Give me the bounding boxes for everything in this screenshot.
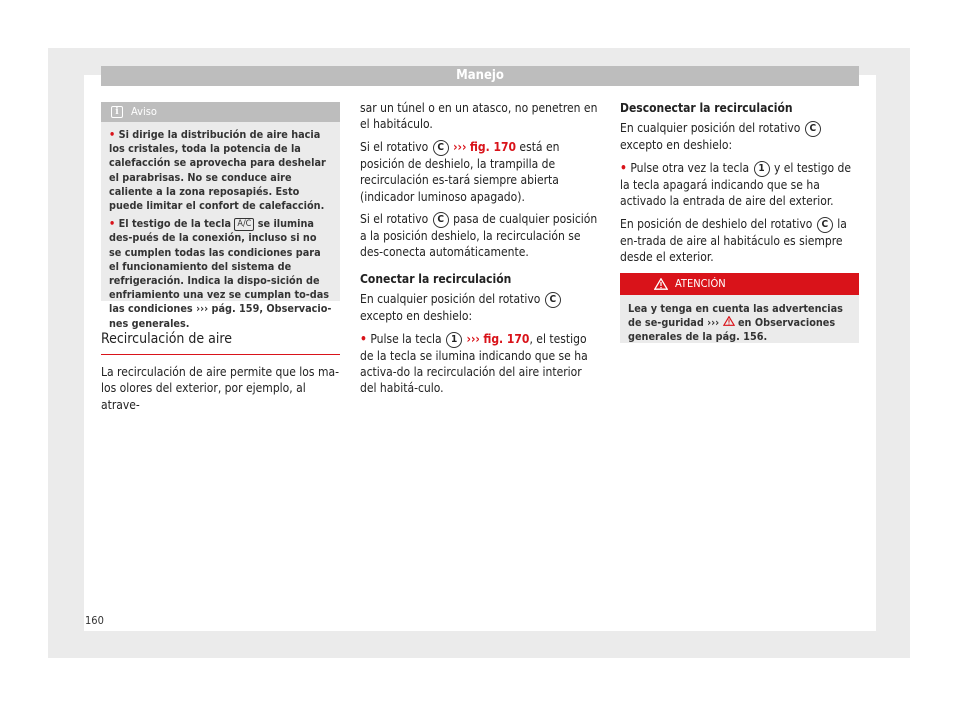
atencion-text-a: Lea y tenga en cuenta las advertencias de se-guridad <box>628 302 843 330</box>
column-2 <box>360 100 601 397</box>
arrow-marker: ››› <box>453 139 467 154</box>
aviso-item-2-text-a: El testigo de la tecla <box>118 217 232 231</box>
atencion-title: ATENCIÓN <box>675 277 726 290</box>
arrow-marker: ››› <box>196 302 209 316</box>
col3-p2 <box>620 160 861 210</box>
section-title: Recirculación de aire <box>101 331 340 355</box>
col2-heading: Conectar la recirculación <box>360 271 512 286</box>
col1-intro: La recirculación de aire permite que los ma-los olores del exterior, por ejemplo, al atrave- <box>101 365 339 412</box>
column-3 <box>620 100 861 265</box>
atencion-warning <box>620 273 859 343</box>
fig-link[interactable]: fig. 170 <box>469 139 516 154</box>
aviso-item-1 <box>109 128 332 213</box>
info-icon: i <box>111 106 123 118</box>
col2-p1: sar un túnel o en un atasco, no penetren en el habitáculo. <box>360 101 598 132</box>
atencion-header <box>620 273 859 295</box>
rotary-c-marker: C <box>805 121 821 137</box>
col2-p3 <box>360 211 601 261</box>
aviso-item-1-text: Si dirige la distribución de aire hacia los cristales, toda la potencia de la calefacción se aprovecha para deshelar el parabrisas. No se conduce aire caliente a la zona reposapiés. Esto puede limitar el confort de calefacción. <box>109 128 326 213</box>
col3-p3-text-a: En posición de deshielo del rotativo <box>620 216 813 231</box>
col2-p2-text-b: está en posición de deshielo, la trampilla de recirculación es-tará siempre abierta (indicador luminoso apagado). <box>360 139 560 204</box>
col2-p3-text-b: pasa de cualquier posición a la posición deshielo, la recirculación se des-conecta automáticamente. <box>360 212 598 260</box>
atencion-body <box>620 295 859 345</box>
col2-p2-text-a: Si el rotativo <box>360 139 429 154</box>
rotary-c-marker: C <box>433 140 449 156</box>
ac-key-icon: A/C <box>234 218 254 231</box>
page-number: 160 <box>85 614 104 627</box>
column-1 <box>101 364 340 413</box>
warning-triangle-icon <box>723 316 735 326</box>
col2-p5 <box>360 331 601 397</box>
fig-link[interactable]: fig. 170 <box>483 331 530 346</box>
col3-heading: Desconectar la recirculación <box>620 101 793 115</box>
arrow-marker: ››› <box>466 331 480 346</box>
arrow-marker: ››› <box>707 316 720 330</box>
aviso-item-2-text-b: se ilumina des-pués de la conexión, incluso si no se cumplen todas las condiciones para el funcionamiento del sistema de refrigeración. Indica la dispo-sición de enfriamiento una vez se cumplan to-das las condiciones <box>109 217 330 316</box>
col3-p1 <box>620 120 861 153</box>
aviso-item-2 <box>109 217 332 331</box>
aviso-header <box>101 102 340 122</box>
aviso-title: Aviso <box>131 105 157 118</box>
bullet: • <box>620 160 627 175</box>
col2-p4 <box>360 291 601 324</box>
rotary-c-marker: C <box>545 292 561 308</box>
bullet: • <box>109 128 116 141</box>
col3-p2-text-a: Pulse otra vez la tecla <box>630 160 750 175</box>
page-header: Manejo <box>101 66 859 86</box>
atencion-text-b: en Observaciones generales de la pág. 156. <box>628 316 836 344</box>
warning-triangle-icon <box>654 278 668 290</box>
key-1-marker: 1 <box>754 161 770 177</box>
col2-p3-text-a: Si el rotativo <box>360 212 429 227</box>
aviso-body <box>101 122 340 331</box>
aviso-item-2-end: . <box>185 316 190 330</box>
bullet: • <box>360 331 367 346</box>
col2-p2 <box>360 139 601 205</box>
rotary-c-marker: C <box>433 212 449 228</box>
col3-p2-text-b: y el testigo de la tecla apagará indicando que se ha activado la entrada de aire del exterior. <box>620 160 851 209</box>
aviso-page-link[interactable]: pág. 159, Observacio-nes generales <box>109 302 332 330</box>
col3-p1-text-b: excepto en deshielo: <box>620 138 733 153</box>
bullet: • <box>109 217 116 231</box>
rotary-c-marker: C <box>817 217 833 233</box>
col2-p4-text-b: excepto en deshielo: <box>360 309 473 324</box>
col2-p5-text-b: , el testigo de la tecla se ilumina indicando que se ha activa-do la recirculación del aire interior del habitá-culo. <box>360 331 588 396</box>
col2-p5-text-a: Pulse la tecla <box>370 331 442 346</box>
col2-p4-text-a: En cualquier posición del rotativo <box>360 292 541 307</box>
key-1-marker: 1 <box>446 332 462 348</box>
col3-p1-text-a: En cualquier posición del rotativo <box>620 121 801 136</box>
aviso-note <box>101 102 340 330</box>
col3-p3-text-b: la en-trada de aire al habitáculo es siempre desde el exterior. <box>620 216 847 265</box>
col3-p3 <box>620 216 861 266</box>
